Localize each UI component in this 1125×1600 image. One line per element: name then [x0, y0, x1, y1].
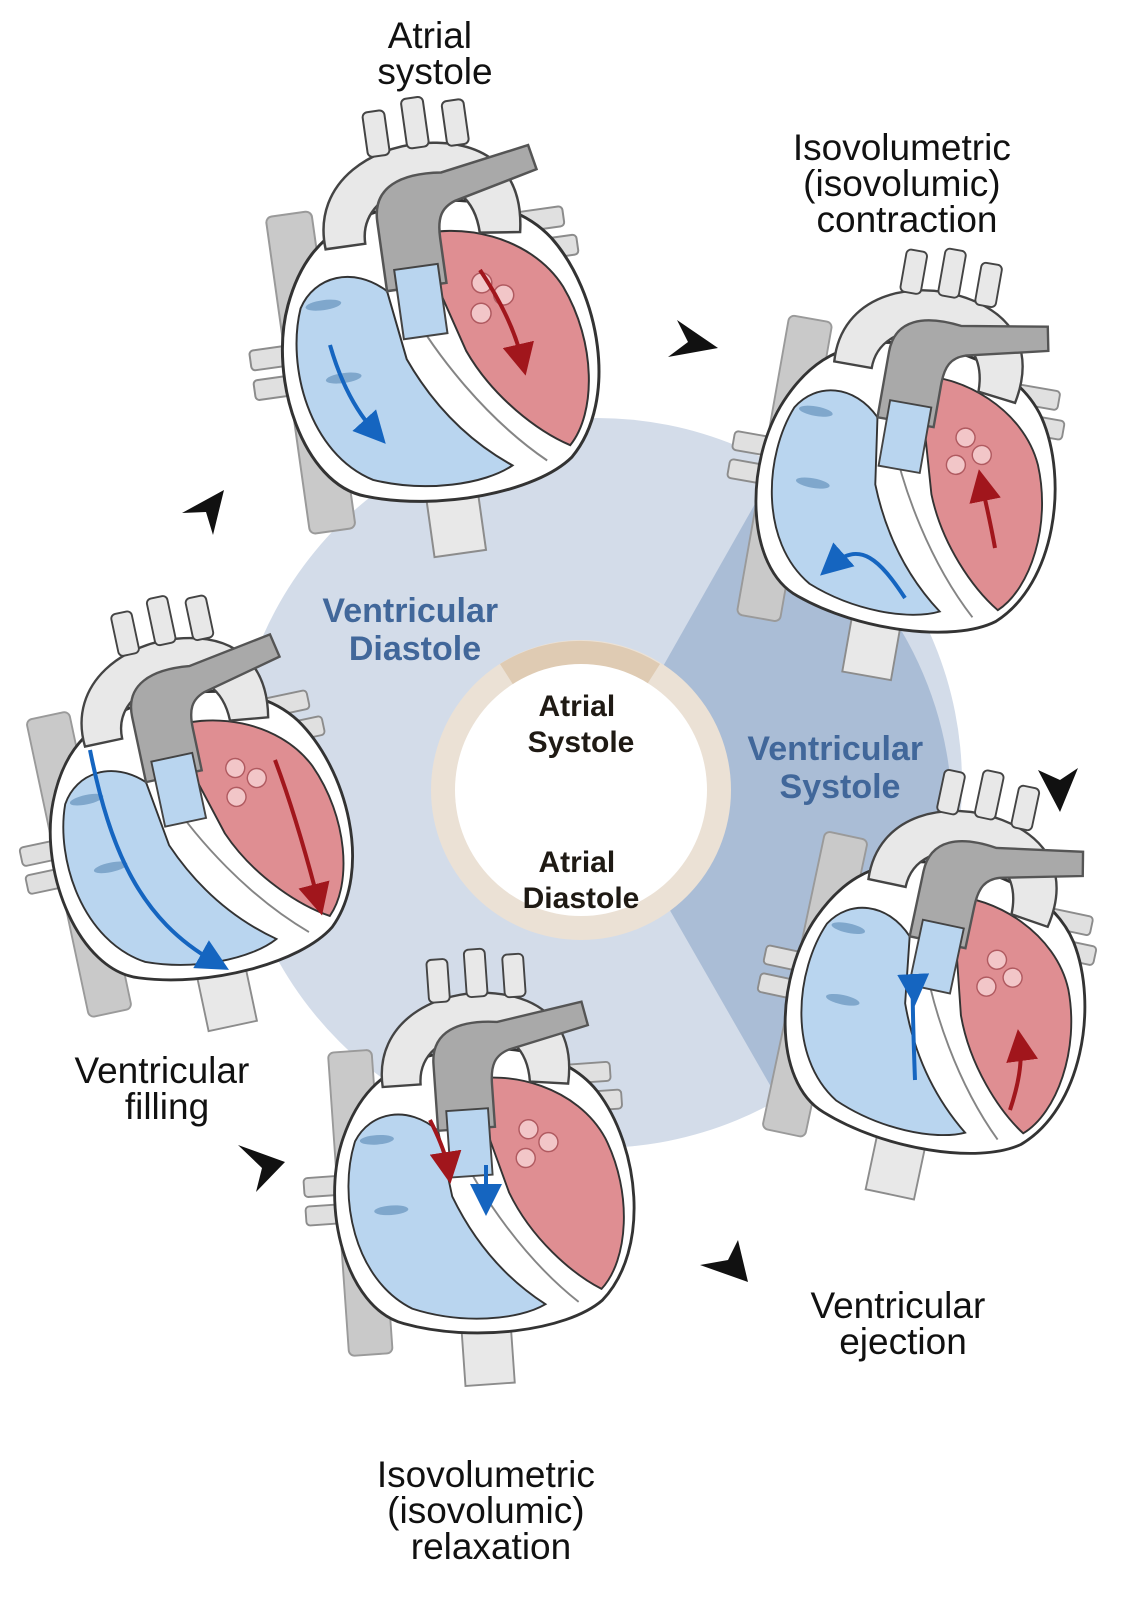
stage-label-iso-relaxation: Isovolumetric (isovolumic) relaxation	[376, 1454, 595, 1567]
cycle-arrowhead	[668, 320, 718, 357]
center-label-atrial-diastole: Atrial Diastole	[522, 846, 640, 915]
stage-label-iso-contraction: Isovolumetric (isovolumic) contraction	[792, 127, 1011, 240]
phase-label-ventricular-diastole: Ventricular Diastole	[322, 592, 499, 668]
cycle-arrowhead	[700, 1240, 748, 1282]
cycle-arrowhead	[182, 490, 224, 535]
cycle-arrowhead	[1038, 768, 1078, 812]
center-label-atrial-systole: Atrial Systole	[527, 690, 635, 759]
stage-label-atrial-systole: Atrial systole	[377, 15, 493, 92]
stage-label-ventricular-ejection: Ventricular ejection	[810, 1285, 986, 1362]
stage-label-ventricular-filling: Ventricular filling	[74, 1050, 250, 1127]
cycle-arrowhead	[238, 1145, 285, 1192]
phase-label-ventricular-systole: Ventricular Systole	[747, 730, 924, 806]
